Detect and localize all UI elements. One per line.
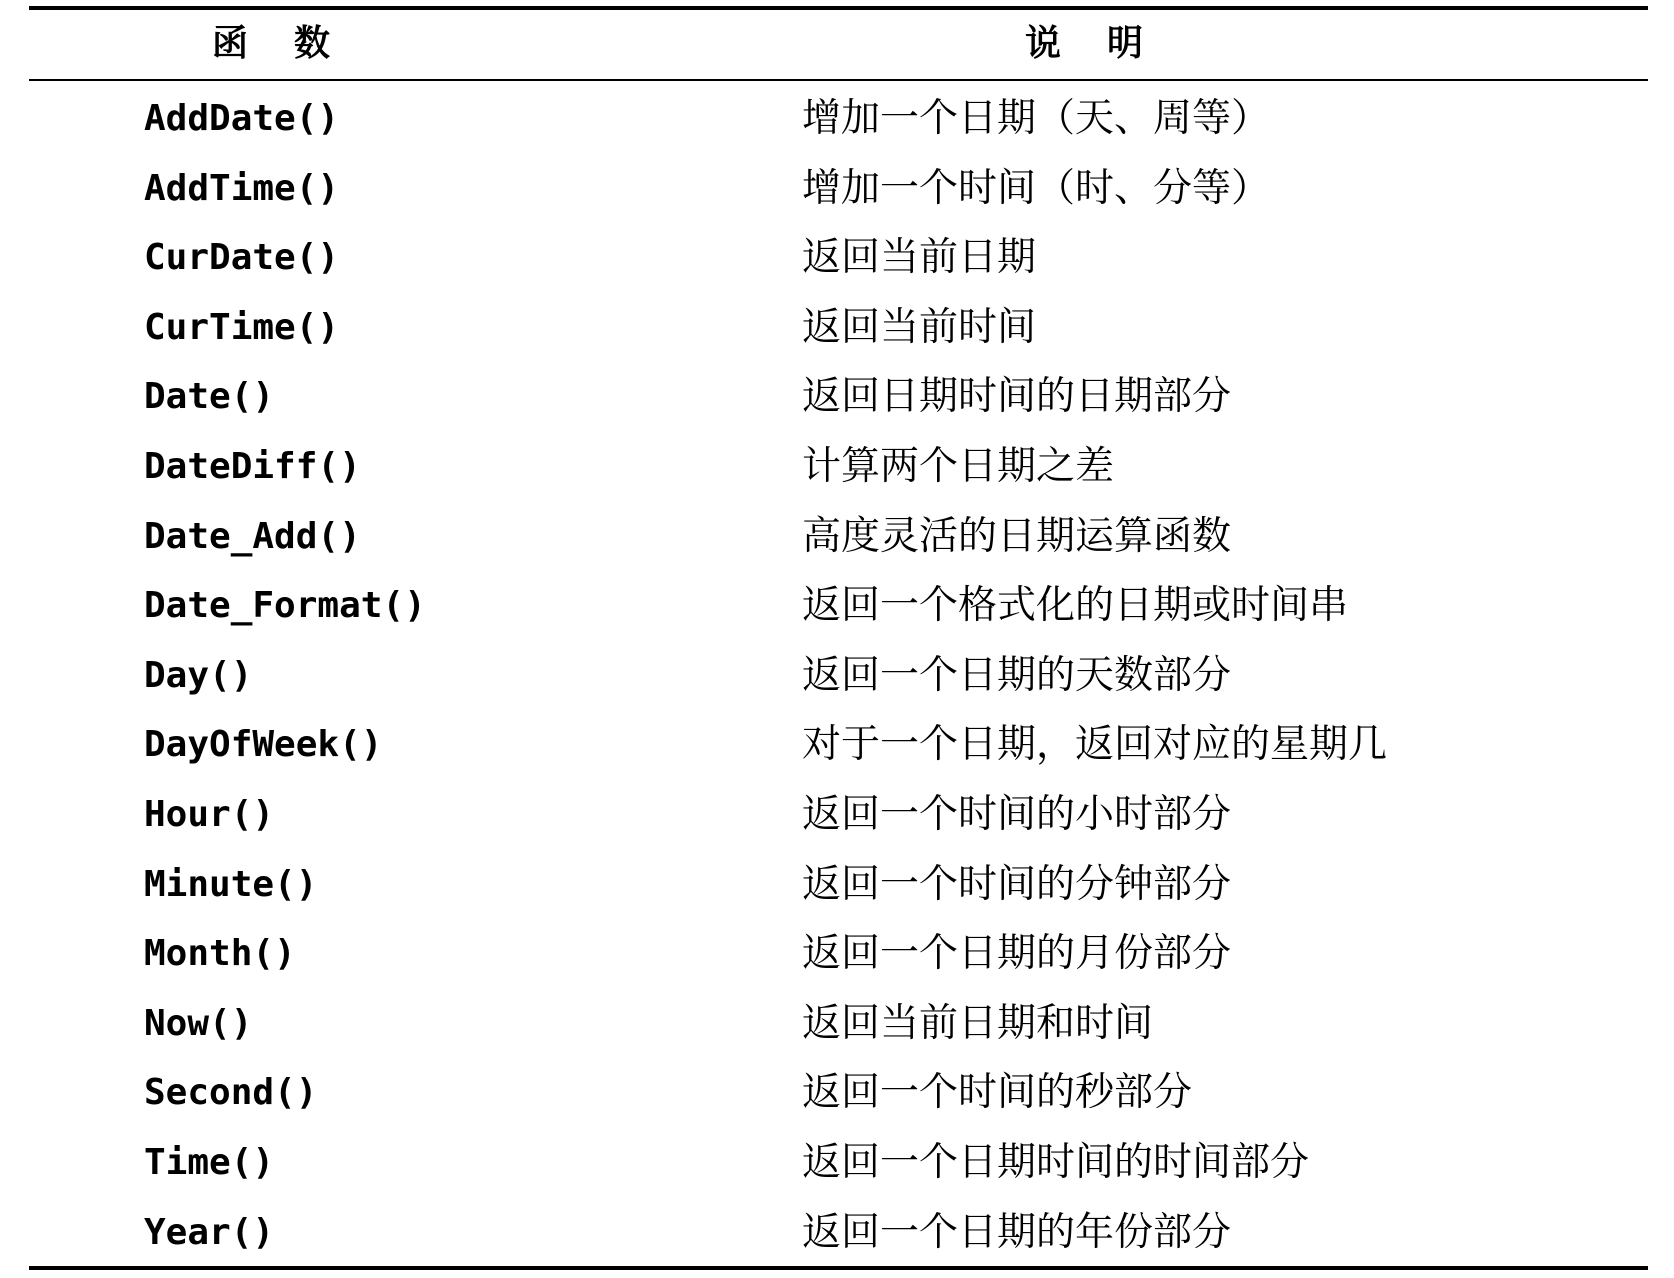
function-name: AddTime(): [144, 167, 340, 209]
function-name: DayOfWeek(): [144, 724, 383, 766]
table-row: [29, 293, 1648, 363]
table-row: [29, 850, 1648, 920]
table-row: [29, 989, 1648, 1059]
function-description: 返回一个格式化的日期或时间串: [802, 583, 1349, 629]
function-description: 返回一个时间的秒部分: [802, 1070, 1193, 1116]
table-row: [29, 1128, 1648, 1198]
function-name: Time(): [144, 1141, 275, 1183]
function-name: Day(): [144, 654, 253, 696]
function-description: 高度灵活的日期运算函数: [802, 513, 1232, 559]
table-bottom-rule: [29, 1266, 1648, 1270]
function-description: 返回一个日期的天数部分: [802, 652, 1232, 698]
function-name: Date(): [144, 376, 275, 418]
function-description: 返回当前时间: [802, 304, 1037, 350]
table-header-rule: [29, 79, 1648, 81]
table-row: [29, 502, 1648, 572]
function-name: Date_Add(): [144, 515, 361, 557]
function-name: Minute(): [144, 863, 318, 905]
table-row: [29, 84, 1648, 154]
table-row: [29, 432, 1648, 502]
function-description: 增加一个时间（时、分等）: [802, 165, 1271, 211]
header-description: 说明: [1025, 23, 1190, 64]
date-functions-table: [29, 0, 1648, 1278]
function-description: 返回一个日期的月份部分: [802, 931, 1232, 977]
function-name: Month(): [144, 933, 296, 975]
function-name: Second(): [144, 1072, 318, 1114]
table-row: [29, 641, 1648, 711]
table-row: [29, 710, 1648, 780]
table-body: [29, 84, 1648, 1267]
function-description: 返回当前日期: [802, 235, 1037, 281]
function-name: DateDiff(): [144, 445, 361, 487]
table-top-rule: [29, 6, 1648, 10]
function-name: Year(): [144, 1211, 275, 1253]
function-description: 返回一个日期的年份部分: [802, 1209, 1232, 1255]
function-name: CurTime(): [144, 306, 340, 348]
table-row: [29, 362, 1648, 432]
function-description: 返回一个时间的小时部分: [802, 791, 1232, 837]
function-name: CurDate(): [144, 237, 340, 279]
function-description: 对于一个日期，返回对应的星期几: [802, 722, 1388, 768]
header-function: 函数: [212, 23, 377, 64]
function-description: 返回一个日期时间的时间部分: [802, 1139, 1310, 1185]
function-name: Date_Format(): [144, 585, 426, 627]
function-description: 返回日期时间的日期部分: [802, 374, 1232, 420]
function-description: 返回当前日期和时间: [802, 1000, 1154, 1046]
function-description: 返回一个时间的分钟部分: [802, 861, 1232, 907]
table-row: [29, 1058, 1648, 1128]
table-row: [29, 154, 1648, 224]
table-row: [29, 1198, 1648, 1268]
table-row: [29, 919, 1648, 989]
table-row: [29, 571, 1648, 641]
function-name: Now(): [144, 1002, 253, 1044]
function-name: AddDate(): [144, 98, 340, 139]
function-description: 计算两个日期之差: [802, 443, 1115, 489]
function-description: 增加一个日期（天、周等）: [802, 96, 1271, 141]
table-row: [29, 223, 1648, 293]
table-row: [29, 780, 1648, 850]
function-name: Hour(): [144, 793, 275, 835]
